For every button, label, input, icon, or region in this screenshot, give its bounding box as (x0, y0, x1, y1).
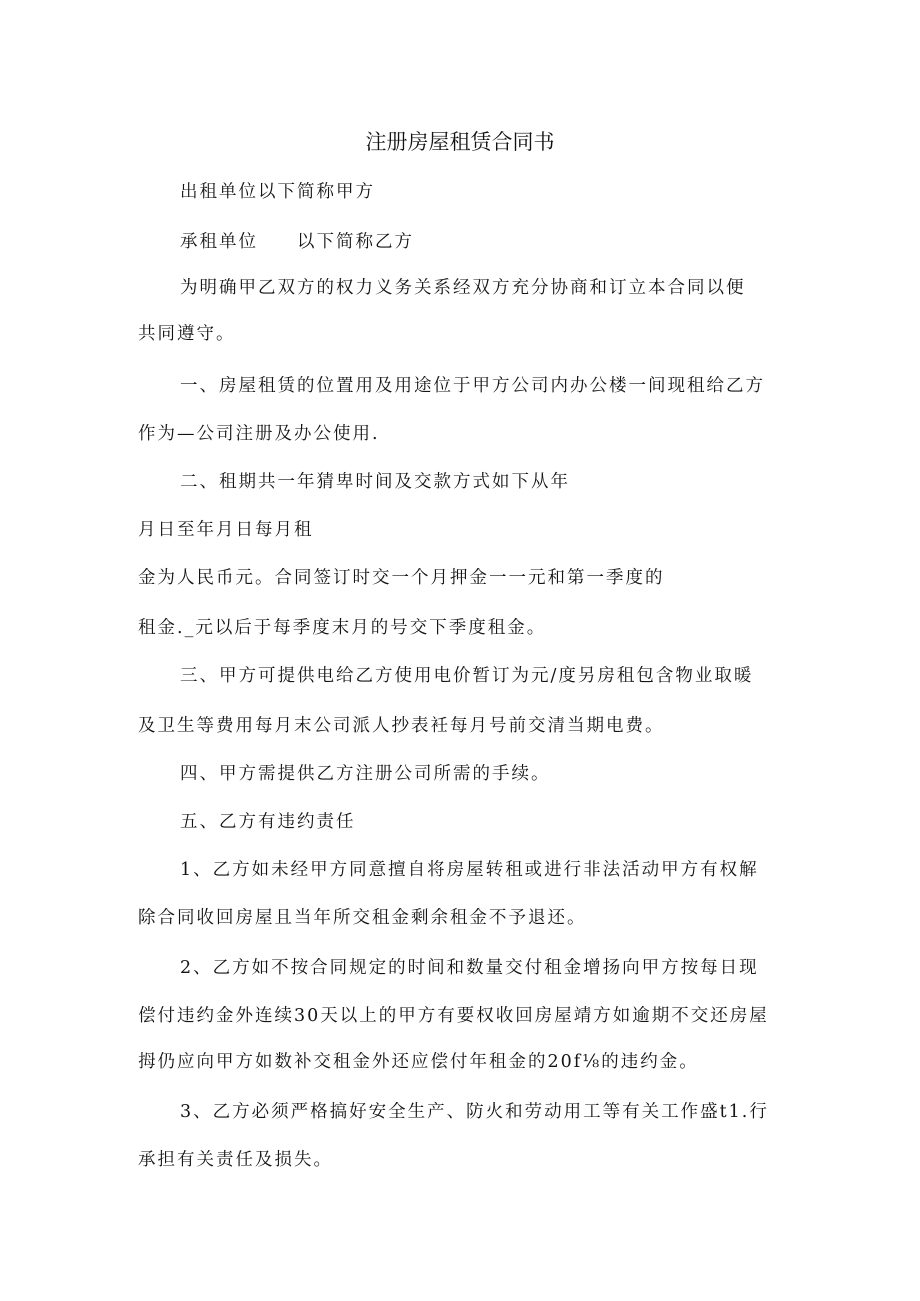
item-2-line-3: 拇仍应向甲方如数补交租金外还应偿付年租金的20f⅛的违约金。 (138, 1052, 699, 1072)
clause-2-line-2: 月日至年月日每月租 (138, 520, 314, 540)
lessee-line: 承租单位 以下简称乙方 (180, 232, 414, 252)
item-3-line-2: 承担有关责任及损失。 (138, 1150, 333, 1170)
item-3-line-1: 3、乙方必须严格搞好安全生产、防火和劳动用工等有关工作盛t1.行 (180, 1102, 769, 1122)
document-title: 注册房屋租赁合同书 (365, 130, 555, 154)
preamble-line-2: 共同遵守。 (138, 324, 236, 344)
clause-4-line: 四、甲方需提供乙方注册公司所需的手续。 (180, 764, 551, 784)
clause-1-line-1: 一、房屋租赁的位置用及用途位于甲方公司内办公楼一间现租给乙方 (180, 376, 765, 396)
lessor-line: 出租单位以下简称甲方 (180, 182, 375, 202)
clause-3-line-1: 三、甲方可提供电给乙方使用电价暂订为元/度另房租包含物业取暖 (180, 666, 754, 686)
clause-2-line-1: 二、租期共一年猜卑时间及交款方式如下从年 (180, 472, 570, 492)
item-1-line-2: 除合同收回房屋且当年所交租金剩余租金不予退还。 (138, 908, 587, 928)
clause-2-line-4: 租金._元以后于每季度末月的号交下季度租金。 (138, 618, 547, 638)
preamble-line-1: 为明确甲乙双方的权力义务关系经双方充分协商和订立本合同以便 (180, 278, 746, 298)
item-2-line-1: 2、乙方如不按合同规定的时间和数量交付租金增扬向甲方按每日现 (180, 958, 759, 978)
clause-3-line-2: 及卫生等费用每月末公司派人抄表衽每月号前交清当期电费。 (138, 716, 665, 736)
clause-2-line-3: 金为人民币元。合同签订时交一个月押金一一元和第一季度的 (138, 568, 665, 588)
item-1-line-1: 1、乙方如未经甲方同意擅自将房屋转租或进行非法活动甲方有权解 (180, 860, 759, 880)
clause-1-line-2: 作为—公司注册及办公使用. (138, 424, 380, 444)
clause-5-heading: 五、乙方有违约责任 (180, 812, 356, 832)
item-2-line-2: 偿付违约金外连续30天以上的甲方有要权收回房屋靖方如逾期不交还房屋 (138, 1006, 769, 1026)
